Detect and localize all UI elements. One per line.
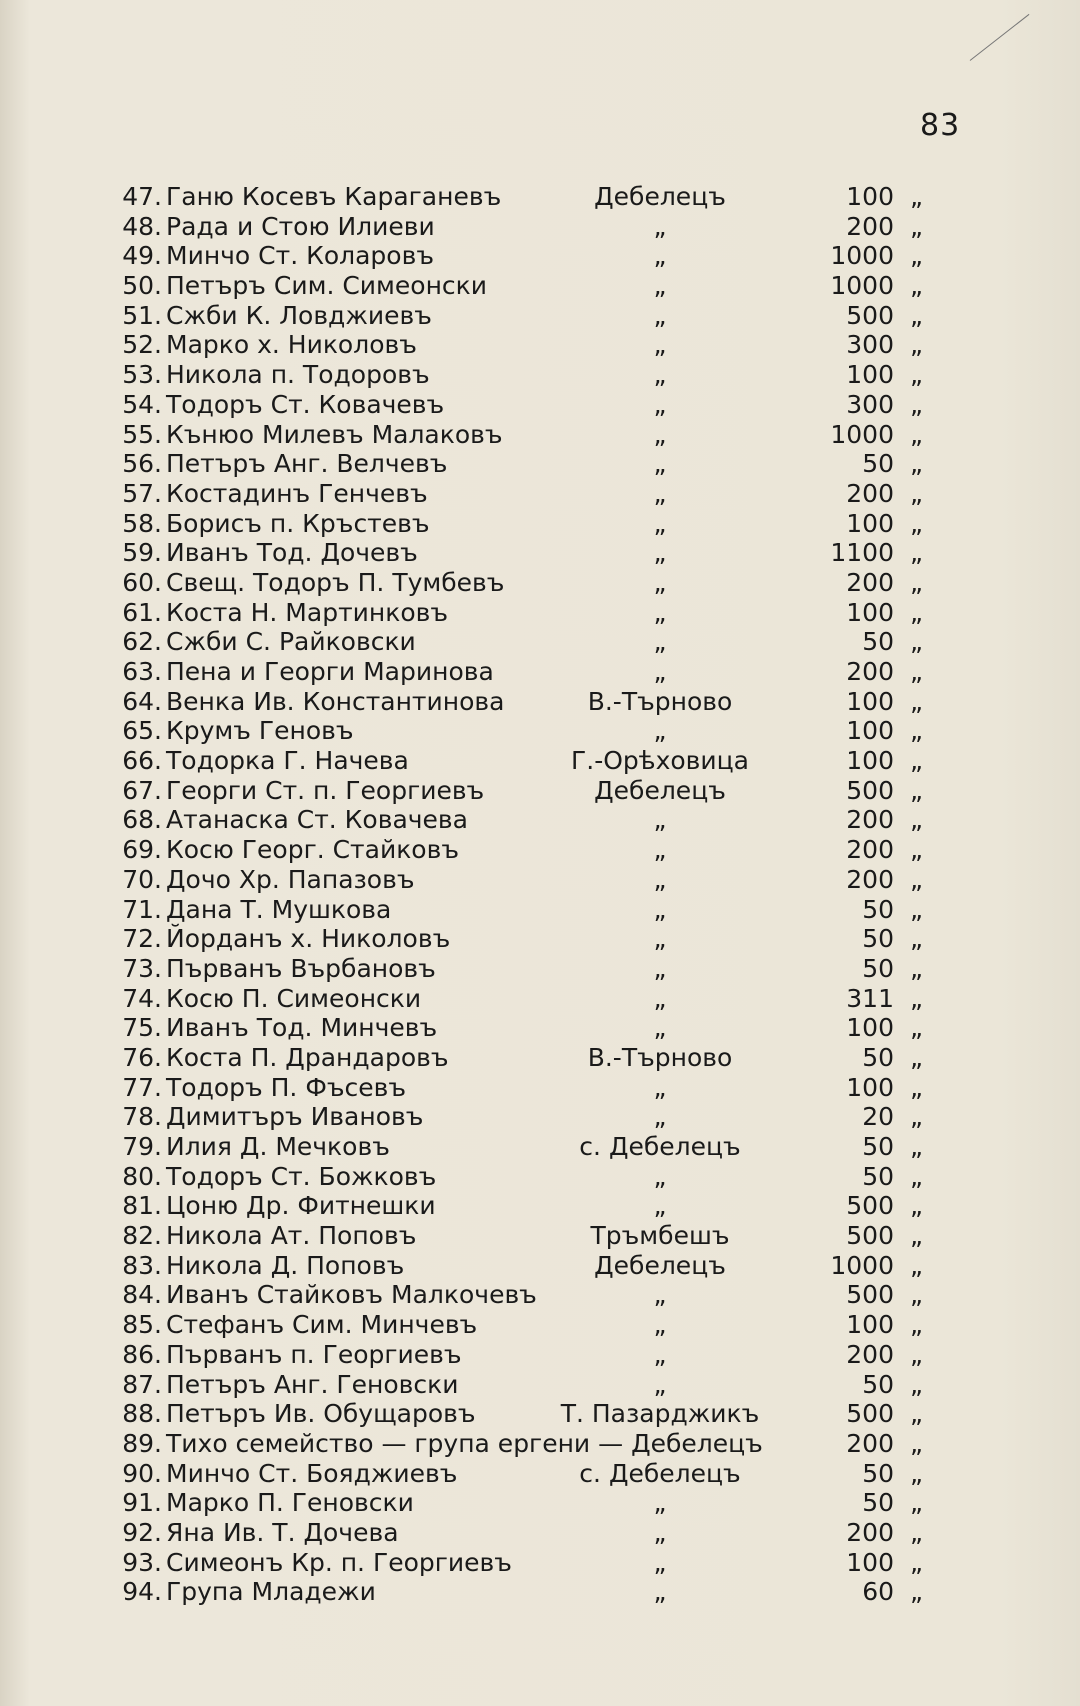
donor-place: „	[653, 657, 667, 686]
ditto-mark: „	[910, 1072, 923, 1102]
donor-place: с. Дебелецъ	[579, 1458, 741, 1488]
ditto-mark: „	[910, 775, 923, 805]
entry-number: 92.	[122, 1517, 162, 1547]
donor-name: Сжби С. Райковски	[166, 627, 416, 657]
donation-amount: 500	[846, 1280, 894, 1310]
donation-amount: 200	[846, 1339, 894, 1369]
ditto-mark: „	[910, 864, 923, 894]
donor-place: „	[653, 1547, 667, 1577]
donation-amount: 50	[862, 1458, 894, 1488]
list-item	[0, 182, 1080, 212]
ditto-mark: „	[910, 1310, 923, 1340]
entry-number: 93.	[122, 1547, 162, 1577]
entry-number: 77.	[122, 1072, 162, 1102]
donor-name: Борисъ п. Кръстевъ	[166, 508, 430, 538]
list-item	[0, 1043, 1080, 1073]
entry-number: 72.	[122, 924, 162, 954]
ditto-mark: „	[910, 1339, 923, 1369]
donor-place: „	[653, 716, 667, 746]
list-item	[0, 746, 1080, 776]
entry-number: 86.	[122, 1339, 162, 1369]
ditto-mark: „	[910, 894, 923, 924]
donor-name: Петъръ Анг. Велчевъ	[166, 449, 448, 479]
list-item	[0, 241, 1080, 271]
ditto-mark: „	[910, 567, 923, 597]
entry-number: 70.	[122, 864, 162, 894]
entry-number: 67.	[122, 775, 162, 805]
donation-amount: 50	[862, 924, 894, 954]
ditto-mark: „	[910, 924, 923, 954]
donor-place: „	[653, 389, 667, 419]
donor-place: „	[653, 211, 667, 241]
list-item	[0, 1310, 1080, 1340]
donor-name: Свещ. Тодоръ П. Тумбевъ	[166, 567, 505, 597]
donor-name: Петъръ Сим. Симеонски	[166, 271, 488, 301]
donor-name: Никола Ат. Поповъ	[166, 1221, 417, 1251]
donor-place: „	[653, 449, 667, 479]
donation-amount: 100	[846, 1547, 894, 1577]
donor-place: „	[653, 508, 667, 538]
donor-place: Т. Пазарджикъ	[560, 1399, 760, 1429]
entry-number: 84.	[122, 1280, 162, 1310]
donation-amount: 50	[862, 1042, 894, 1072]
donor-name: Група Младежи	[166, 1577, 376, 1607]
entry-number: 80.	[122, 1161, 162, 1191]
list-item	[0, 1132, 1080, 1162]
donor-place: „	[653, 1102, 667, 1132]
donor-place: „	[653, 1013, 667, 1043]
donor-place: „	[653, 478, 667, 508]
donation-amount: 1000	[830, 1250, 894, 1280]
ditto-mark: „	[910, 657, 923, 686]
entry-number: 75.	[122, 1013, 162, 1043]
donation-amount: 100	[846, 1013, 894, 1043]
entry-number: 71.	[122, 894, 162, 924]
entry-number: 78.	[122, 1102, 162, 1132]
donation-amount: 50	[862, 627, 894, 657]
donation-amount: 50	[862, 1488, 894, 1518]
ditto-mark: „	[910, 1428, 923, 1458]
donation-amount: 200	[846, 211, 894, 241]
ditto-mark: „	[910, 360, 923, 390]
entry-number: 68.	[122, 805, 162, 835]
donor-place: „	[653, 300, 667, 330]
donation-amount: 1000	[830, 241, 894, 271]
entry-number: 53.	[122, 360, 162, 390]
entry-number: 57.	[122, 478, 162, 508]
list-item	[0, 657, 1080, 687]
list-item	[0, 1221, 1080, 1251]
ditto-mark: „	[910, 686, 923, 716]
ditto-mark: „	[910, 1250, 923, 1280]
donor-place: „	[653, 538, 667, 568]
donation-amount: 500	[846, 1399, 894, 1429]
ditto-mark: „	[910, 300, 923, 330]
donor-list	[0, 182, 1080, 1607]
donation-amount: 100	[846, 597, 894, 627]
list-item	[0, 301, 1080, 331]
list-item	[0, 924, 1080, 954]
donor-place: „	[653, 1072, 667, 1102]
donor-place: „	[653, 567, 667, 597]
list-item	[0, 805, 1080, 835]
list-item	[0, 271, 1080, 301]
donation-amount: 100	[846, 182, 894, 211]
entry-number: 66.	[122, 746, 162, 776]
ditto-mark: „	[910, 1547, 923, 1577]
donation-amount: 200	[846, 567, 894, 597]
donation-amount: 60	[862, 1577, 894, 1607]
donor-place: „	[653, 953, 667, 983]
ditto-mark: „	[910, 241, 923, 271]
donor-place: „	[653, 924, 667, 954]
donor-place: „	[653, 1488, 667, 1518]
donation-amount: 300	[846, 330, 894, 360]
donation-amount: 20	[862, 1102, 894, 1132]
donor-name: Косю П. Симеонски	[166, 983, 422, 1013]
ditto-mark: „	[910, 1458, 923, 1488]
list-item	[0, 212, 1080, 242]
donation-amount: 50	[862, 1132, 894, 1161]
donation-amount: 50	[862, 449, 894, 479]
entry-number: 62.	[122, 627, 162, 657]
donor-name: Петъръ Анг. Геновски	[166, 1369, 459, 1399]
donor-place: „	[653, 1161, 667, 1191]
list-item	[0, 1280, 1080, 1310]
list-item	[0, 895, 1080, 925]
donor-name: Иванъ Тод. Дочевъ	[166, 538, 418, 568]
ditto-mark: „	[910, 1102, 923, 1132]
list-item	[0, 1370, 1080, 1400]
list-item	[0, 479, 1080, 509]
donor-name: Коста Н. Мартинковъ	[166, 597, 449, 627]
donor-name: Тодорка Г. Начева	[166, 746, 409, 776]
donor-name: Тодоръ Ст. Божковъ	[166, 1161, 437, 1191]
donor-place: Тръмбешъ	[590, 1221, 730, 1251]
entry-number: 50.	[122, 271, 162, 301]
ditto-mark: „	[910, 1577, 923, 1607]
donor-name: Костадинъ Генчевъ	[166, 478, 428, 508]
entry-number: 69.	[122, 835, 162, 865]
donor-name: Никола Д. Поповъ	[166, 1250, 405, 1280]
list-item	[0, 1518, 1080, 1548]
donation-amount: 311	[846, 983, 894, 1013]
list-item	[0, 1429, 1080, 1459]
donor-name: Никола п. Тодоровъ	[166, 360, 430, 390]
ditto-mark: „	[910, 271, 923, 301]
ditto-mark: „	[910, 1042, 923, 1072]
list-item	[0, 1013, 1080, 1043]
donation-amount: 1100	[830, 538, 894, 568]
entry-number: 89.	[122, 1428, 162, 1458]
donation-amount: 100	[846, 1310, 894, 1340]
ditto-mark: „	[910, 538, 923, 568]
list-item	[0, 1488, 1080, 1518]
donor-name: Стефанъ Сим. Минчевъ	[166, 1310, 478, 1340]
ditto-mark: „	[910, 746, 923, 776]
ditto-mark: „	[910, 1280, 923, 1310]
ditto-mark: „	[910, 953, 923, 983]
ditto-mark: „	[910, 597, 923, 627]
donor-place: „	[653, 241, 667, 271]
ditto-mark: „	[910, 835, 923, 865]
donor-name: Цоню Др. Фитнешки	[166, 1191, 436, 1221]
donor-place: „	[653, 1191, 667, 1221]
entry-number: 88.	[122, 1399, 162, 1429]
entry-number: 73.	[122, 953, 162, 983]
donor-place: Дебелецъ	[594, 1250, 726, 1280]
list-item	[0, 1548, 1080, 1578]
donor-place: „	[653, 271, 667, 301]
entry-number: 49.	[122, 241, 162, 271]
donor-place: „	[653, 1369, 667, 1399]
donation-amount: 200	[846, 835, 894, 865]
donation-amount: 200	[846, 1428, 894, 1458]
list-item	[0, 1399, 1080, 1429]
donor-place: „	[653, 1577, 667, 1607]
donation-amount: 1000	[830, 271, 894, 301]
ditto-mark: „	[910, 1488, 923, 1518]
donor-name: Кънюо Милевъ Малаковъ	[166, 419, 503, 449]
list-item	[0, 420, 1080, 450]
donor-place: с. Дебелецъ	[579, 1132, 741, 1161]
list-item	[0, 954, 1080, 984]
donation-amount: 500	[846, 775, 894, 805]
list-item	[0, 1459, 1080, 1489]
entry-number: 94.	[122, 1577, 162, 1607]
donor-place: „	[653, 1280, 667, 1310]
donation-amount: 50	[862, 894, 894, 924]
donor-place: „	[653, 360, 667, 390]
ditto-mark: „	[910, 1161, 923, 1191]
ditto-mark: „	[910, 478, 923, 508]
donor-place: „	[653, 419, 667, 449]
ditto-mark: „	[910, 389, 923, 419]
list-item	[0, 1340, 1080, 1370]
ditto-mark: „	[910, 716, 923, 746]
donation-amount: 500	[846, 1191, 894, 1221]
donation-amount: 50	[862, 1161, 894, 1191]
ditto-mark: „	[910, 1517, 923, 1547]
donor-name: Яна Ив. Т. Дочева	[166, 1517, 399, 1547]
ditto-mark: „	[910, 983, 923, 1013]
ditto-mark: „	[910, 508, 923, 538]
list-item	[0, 538, 1080, 568]
donation-amount: 300	[846, 389, 894, 419]
donor-place: „	[653, 1310, 667, 1340]
donor-place: „	[653, 983, 667, 1013]
entry-number: 81.	[122, 1191, 162, 1221]
list-item	[0, 687, 1080, 717]
list-item	[0, 360, 1080, 390]
donor-name: Крумъ Геновъ	[166, 716, 354, 746]
donor-name: Атанаска Ст. Ковачева	[166, 805, 468, 835]
ditto-mark: „	[910, 330, 923, 360]
donation-amount: 50	[862, 953, 894, 983]
donation-amount: 100	[846, 686, 894, 716]
ditto-mark: „	[910, 449, 923, 479]
donor-place: Г.-Орѣховица	[571, 746, 749, 776]
ditto-mark: „	[910, 1369, 923, 1399]
donor-name: Марко П. Геновски	[166, 1488, 414, 1518]
ditto-mark: „	[910, 627, 923, 657]
donor-name: Минчо Ст. Бояджиевъ	[166, 1458, 458, 1488]
list-item	[0, 568, 1080, 598]
list-item	[0, 390, 1080, 420]
entry-number: 48.	[122, 211, 162, 241]
list-item	[0, 1577, 1080, 1607]
list-item	[0, 835, 1080, 865]
list-item	[0, 984, 1080, 1014]
entry-number: 87.	[122, 1369, 162, 1399]
ditto-mark: „	[910, 211, 923, 241]
list-item	[0, 865, 1080, 895]
donor-name: Марко х. Николовъ	[166, 330, 417, 360]
donation-amount: 200	[846, 805, 894, 835]
donor-name: Йорданъ х. Николовъ	[166, 924, 451, 954]
donation-amount: 100	[846, 1072, 894, 1102]
list-item	[0, 509, 1080, 539]
entry-number: 59.	[122, 538, 162, 568]
donor-place: „	[653, 1517, 667, 1547]
entry-number: 91.	[122, 1488, 162, 1518]
entry-number: 63.	[122, 657, 162, 686]
donation-amount: 100	[846, 360, 894, 390]
donor-name: Пена и Георги Маринова	[166, 657, 494, 686]
ditto-mark: „	[910, 182, 923, 211]
entry-number: 54.	[122, 389, 162, 419]
donor-name: Дочо Хр. Папазовъ	[166, 864, 415, 894]
list-item	[0, 1162, 1080, 1192]
donor-name: Илия Д. Мечковъ	[166, 1132, 390, 1161]
donor-name: Тодоръ Ст. Ковачевъ	[166, 389, 445, 419]
entry-number: 61.	[122, 597, 162, 627]
entry-number: 47.	[122, 182, 162, 211]
entry-number: 52.	[122, 330, 162, 360]
list-item	[0, 330, 1080, 360]
donor-name: Дана Т. Мушкова	[166, 894, 392, 924]
entry-number: 58.	[122, 508, 162, 538]
donor-place: „	[653, 627, 667, 657]
list-item	[0, 449, 1080, 479]
list-item	[0, 1073, 1080, 1103]
donation-amount: 200	[846, 1517, 894, 1547]
donor-name: Тодоръ П. Фъсевъ	[166, 1072, 407, 1102]
donor-name: Коста П. Драндаровъ	[166, 1042, 449, 1072]
donation-amount: 200	[846, 657, 894, 686]
donor-place: Дебелецъ	[594, 182, 726, 211]
donor-name: Първанъ Върбановъ	[166, 953, 436, 983]
donor-name: Рада и Стою Илиеви	[166, 211, 435, 241]
donor-place: В.-Търново	[587, 1042, 733, 1072]
list-item	[0, 598, 1080, 628]
donor-place: „	[653, 805, 667, 835]
donor-place: „	[653, 835, 667, 865]
donation-amount: 1000	[830, 419, 894, 449]
donor-name: Венка Ив. Константинова	[166, 686, 505, 716]
ditto-mark: „	[910, 419, 923, 449]
donation-amount: 100	[846, 508, 894, 538]
list-item	[0, 776, 1080, 806]
donor-name: Първанъ п. Георгиевъ	[166, 1339, 462, 1369]
donation-amount: 200	[846, 864, 894, 894]
donor-name: Сжби К. Ловджиевъ	[166, 300, 432, 330]
donor-name: Минчо Ст. Коларовъ	[166, 241, 434, 271]
donor-name: Иванъ Тод. Минчевъ	[166, 1013, 438, 1043]
page-number: 83	[920, 108, 961, 143]
donor-name: Георги Ст. п. Георгиевъ	[166, 775, 485, 805]
donor-place: В.-Търново	[587, 686, 733, 716]
donor-place: „	[653, 597, 667, 627]
donor-place: „	[653, 894, 667, 924]
donor-name: Симеонъ Кр. п. Георгиевъ	[166, 1547, 512, 1577]
ditto-mark: „	[910, 1399, 923, 1429]
entry-number: 60.	[122, 567, 162, 597]
donor-name: Косю Георг. Стайковъ	[166, 835, 459, 865]
entry-number: 74.	[122, 983, 162, 1013]
donation-amount: 200	[846, 478, 894, 508]
entry-number: 64.	[122, 686, 162, 716]
entry-number: 90.	[122, 1458, 162, 1488]
entry-number: 76.	[122, 1042, 162, 1072]
donor-name: Петъръ Ив. Обущаровъ	[166, 1399, 476, 1429]
entry-number: 79.	[122, 1132, 162, 1161]
donor-place: „	[653, 1339, 667, 1369]
entry-number: 82.	[122, 1221, 162, 1251]
list-item	[0, 1191, 1080, 1221]
donor-name: Иванъ Стайковъ Малкочевъ	[166, 1280, 537, 1310]
ditto-mark: „	[910, 1221, 923, 1251]
donor-name: Димитъръ Ивановъ	[166, 1102, 424, 1132]
list-item	[0, 716, 1080, 746]
list-item	[0, 1102, 1080, 1132]
donation-amount: 100	[846, 716, 894, 746]
ditto-mark: „	[910, 805, 923, 835]
donation-amount: 500	[846, 1221, 894, 1251]
entry-number: 83.	[122, 1250, 162, 1280]
donor-place: „	[653, 330, 667, 360]
entry-number: 51.	[122, 300, 162, 330]
donation-amount: 500	[846, 300, 894, 330]
donation-amount: 50	[862, 1369, 894, 1399]
donation-amount: 100	[846, 746, 894, 776]
ditto-mark: „	[910, 1132, 923, 1161]
list-item	[0, 627, 1080, 657]
ditto-mark: „	[910, 1191, 923, 1221]
ditto-mark: „	[910, 1013, 923, 1043]
donor-place: Дебелецъ	[594, 775, 726, 805]
corner-mark	[970, 14, 1030, 61]
entry-number: 85.	[122, 1310, 162, 1340]
donor-name: Ганю Косевъ Караганевъ	[166, 182, 502, 211]
entry-number: 55.	[122, 419, 162, 449]
list-item	[0, 1251, 1080, 1281]
donor-place: „	[653, 864, 667, 894]
entry-number: 65.	[122, 716, 162, 746]
donor-name: Тихо семейство — група ергени — Дебелецъ	[166, 1428, 763, 1458]
entry-number: 56.	[122, 449, 162, 479]
